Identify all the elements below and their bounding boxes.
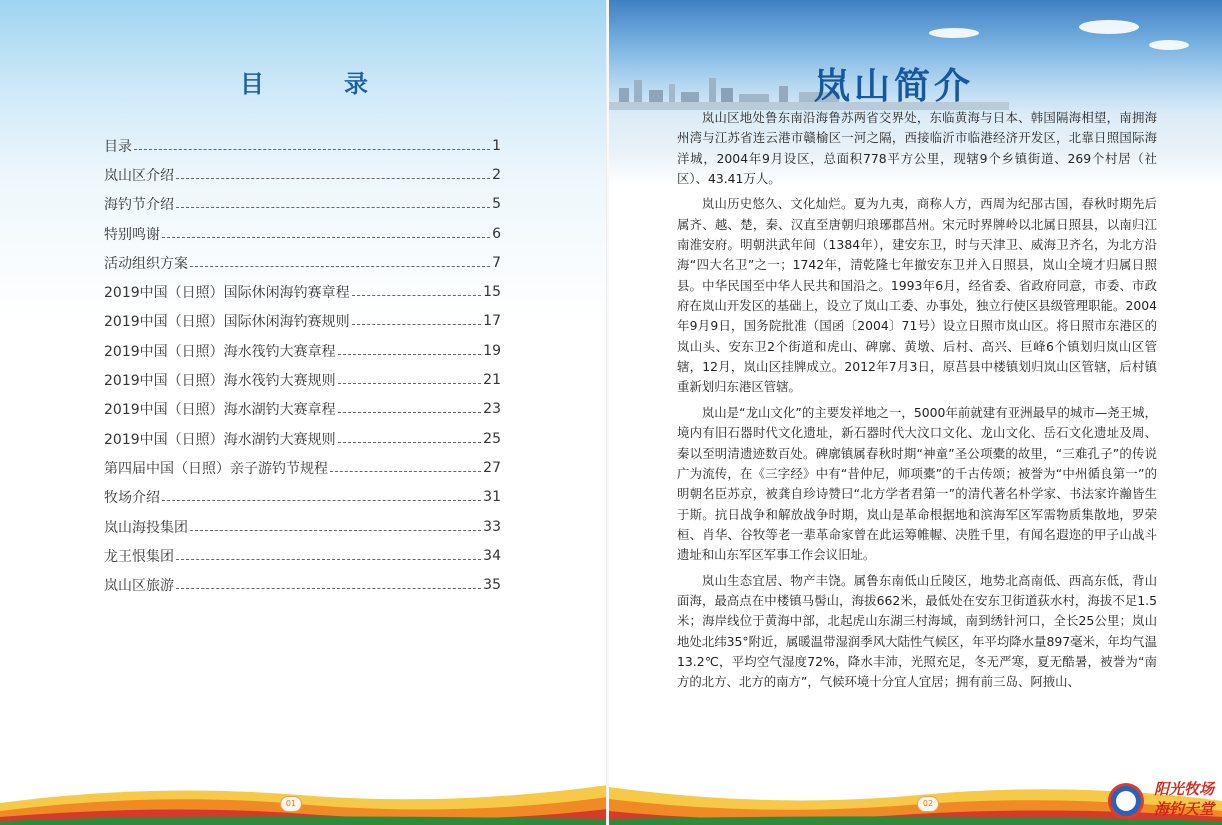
- toc-entry-title: 龙王恨集团: [104, 548, 174, 565]
- toc-entry[interactable]: [104, 277, 501, 306]
- toc-entry[interactable]: [104, 424, 501, 453]
- cloud: [1149, 40, 1189, 50]
- toc-entry-page: 17: [483, 313, 501, 330]
- toc-entry[interactable]: [104, 160, 501, 189]
- toc-entry[interactable]: [104, 541, 501, 570]
- cloud: [1079, 20, 1139, 34]
- toc-leader: [176, 587, 481, 589]
- bottom-wave-decoration: [0, 755, 608, 825]
- toc-leader: [352, 294, 482, 296]
- toc-entry-page: 35: [483, 577, 501, 594]
- toc-entry-page: 19: [483, 342, 501, 359]
- toc-leader: [134, 148, 490, 150]
- toc-entry-title: 岚山区介绍: [104, 167, 174, 184]
- toc-leader: [338, 441, 482, 443]
- intro-paragraph: 岚山历史悠久、文化灿烂。夏为九夷，商称人方，西周为纪郚古国，春秋时期先后属齐、越、楚，秦、汉直至唐朝归琅琊郡莒州。宋元时界牌岭以北属日照县，以南归江南淮安府。明朝洪武年间（1384年），建安东卫，时与天津卫、威海卫齐名，为北方沿海“四大名卫”之一；1742年，清乾隆七年撤安东卫并入日照县，岚山全境才归属日照县。中华民国至中华人民共和国沿之。1993年6月，经省委、省政府同意，市委、市政府在岚山开发区的基础上，设立了岚山工委、办事处，独立行使区县级管理职能。2004年9月9日，国务院批准（国函〔2004〕71号）设立日照市岚山区。将日照市东港区的岚山头、安东卫2个街道和虎山、碑廓、黄墩、后村、高兴、巨峰6个镇划归岚山区管辖，12月，岚山区挂牌成立。2012年7月3日，原莒县中楼镇划归岚山区管辖，后村镇重新划归东港区管辖。: [677, 196, 1157, 395]
- toc-entry-page: 23: [483, 401, 501, 418]
- fishing-festival-logo: [1108, 783, 1144, 819]
- toc-entry-title: 海钓节介绍: [104, 197, 174, 214]
- toc-leader: [176, 558, 481, 560]
- toc-entry-title: 2019中国（日照）海水筏钓大赛章程: [104, 343, 336, 360]
- toc-leader: [330, 470, 481, 472]
- toc-leader: [190, 529, 481, 531]
- toc-page: [0, 0, 608, 825]
- toc-entry[interactable]: [104, 336, 501, 365]
- toc-entry-page: 21: [483, 372, 501, 389]
- toc-entry-title: 目录: [104, 138, 132, 155]
- toc-entry-page: 1: [492, 137, 501, 154]
- toc-entry-page: 2: [492, 166, 501, 183]
- brand-slogan: [1154, 779, 1214, 819]
- toc-leader: [176, 206, 490, 208]
- toc-leader: [176, 177, 490, 179]
- toc-entry-page: 34: [483, 547, 501, 564]
- toc-entry[interactable]: [104, 365, 501, 394]
- toc-list: [104, 131, 501, 600]
- toc-entry-page: 25: [483, 430, 501, 447]
- toc-entry[interactable]: [104, 190, 501, 219]
- brand-line-1: 阳光牧场: [1153, 780, 1214, 798]
- toc-leader: [338, 382, 482, 384]
- toc-entry-page: 6: [492, 225, 501, 242]
- toc-entry[interactable]: [104, 131, 501, 160]
- toc-entry[interactable]: [104, 395, 501, 424]
- toc-entry-title: 活动组织方案: [104, 255, 188, 272]
- intro-body: [677, 108, 1157, 698]
- toc-entry-title: 2019中国（日照）海水湖钓大赛规则: [104, 431, 336, 448]
- toc-entry[interactable]: [104, 512, 501, 541]
- intro-page: [609, 0, 1222, 825]
- toc-entry-title: 岚山区旅游: [104, 578, 174, 595]
- toc-leader: [162, 499, 481, 501]
- toc-entry[interactable]: [104, 307, 501, 336]
- intro-paragraph: 岚山生态宜居、物产丰饶。属鲁东南低山丘陵区，地势北高南低、西高东低，背山面海，最高点在中楼镇马髻山，海拔662米，最低处在安东卫街道荻水村，海拔不足1.5米；海岸线位于黄海中部，北起虎山东湖三村海域，南到绣针河口，全长25公里；岚山地处北纬35°附近，属暖温带湿润季风大陆性气候区，年平均降水量897毫米，年均气温13.2℃，平均空气湿度72%，降水丰沛，光照充足，冬无严寒，夏无酷暑，被誉为“南方的北方、北方的南方”，气候环境十分宜人宜居；拥有前三岛、阿掖山、: [677, 572, 1157, 690]
- toc-entry-title: 2019中国（日照）国际休闲海钓赛章程: [104, 285, 350, 302]
- toc-leader: [190, 265, 490, 267]
- toc-entry-page: 33: [483, 518, 501, 535]
- cloud: [929, 28, 979, 38]
- toc-entry-title: 2019中国（日照）国际休闲海钓赛规则: [104, 314, 350, 331]
- toc-entry-title: 2019中国（日照）海水湖钓大赛章程: [104, 402, 336, 419]
- toc-entry-title: 第四届中国（日照）亲子游钓节规程: [104, 460, 328, 477]
- toc-leader: [162, 236, 490, 238]
- toc-entry[interactable]: [104, 483, 501, 512]
- toc-entry-title: 牧场介绍: [104, 490, 160, 507]
- toc-leader: [338, 411, 482, 413]
- toc-leader: [338, 353, 482, 355]
- intro-paragraph: 岚山区地处鲁东南沿海鲁苏两省交界处，东临黄海与日本、韩国隔海相望，南拥海州湾与江苏省连云港市赣榆区一河之隔，西接临沂市临港经济开发区，北靠日照国际海洋城，2004年9月设区，总面积778平方公里，现辖9个乡镇街道、269个村居（社区）、43.41万人。: [677, 110, 1157, 187]
- brand-line-2: 海钓天堂: [1153, 800, 1214, 818]
- toc-entry-title: 岚山海投集团: [104, 519, 188, 536]
- toc-heading: 目 录: [240, 70, 396, 98]
- toc-entry[interactable]: [104, 219, 501, 248]
- toc-entry-page: 5: [492, 196, 501, 213]
- toc-entry[interactable]: [104, 248, 501, 277]
- toc-entry-page: 15: [483, 284, 501, 301]
- toc-entry[interactable]: [104, 570, 501, 599]
- toc-entry-title: 2019中国（日照）海水筏钓大赛规则: [104, 373, 336, 390]
- page-number-right: 02: [917, 796, 939, 812]
- toc-entry-page: 31: [483, 489, 501, 506]
- intro-title: 岚山简介: [814, 66, 975, 107]
- intro-paragraph: 岚山是“龙山文化”的主要发祥地之一，5000年前就建有亚洲最早的城市—尧王城，境内有旧石器时代文化遗址，新石器时代大汶口文化、龙山文化、岳石文化遗址及周、秦以至明清遗迹数百处。碑廓镇属春秋时期“神童”圣公项橐的故里，“三难孔子”的传说广为流传，在《三字经》中有“昔仲尼，师项橐”的千古传颂；被誉为“中州循良第一”的明朝名臣苏京，被龚自珍诗赞曰“北方学者君第一”的清代著名朴学家、书法家许瀚皆生于斯。抗日战争和解放战争时期，岚山是革命根据地和滨海军区军需物质集散地，罗荣桓、肖华、谷牧等老一辈革命家曾在此运筹帷幄、决胜千里，有闻名遐迩的甲子山战斗遗址和山东军区军事工作会议旧址。: [677, 404, 1157, 563]
- toc-entry-title: 特别鸣谢: [104, 226, 160, 243]
- toc-entry-page: 7: [492, 254, 501, 271]
- toc-entry[interactable]: [104, 453, 501, 482]
- toc-leader: [352, 323, 482, 325]
- page-number-left: 01: [280, 796, 302, 812]
- toc-entry-page: 27: [483, 459, 501, 476]
